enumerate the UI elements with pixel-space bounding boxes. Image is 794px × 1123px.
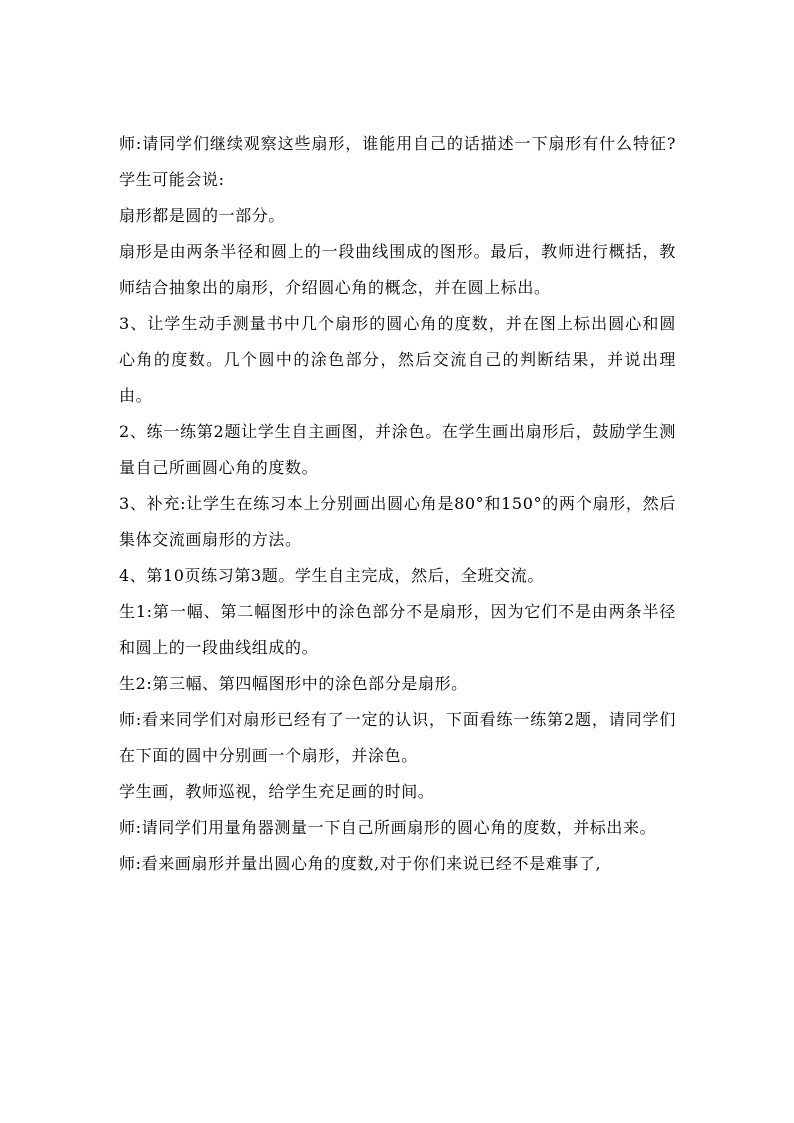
paragraph: 师:请同学们继续观察这些扇形，谁能用自己的话描述一下扇形有什么特征?学生可能会说: xyxy=(119,134,676,189)
paragraph: 扇形都是圆的一部分。 xyxy=(119,206,286,225)
paragraph: 4、第10页练习第3题。学生自主完成，然后，全班交流。 xyxy=(119,566,544,585)
paragraph: 扇形是由两条半径和圆上的一段曲线围成的图形。最后，教师进行概括，教师结合抽象出的扇形，介绍圆心角的概念，并在圆上标出。 xyxy=(119,242,676,297)
paragraph: 3、让学生动手测量书中几个扇形的圆心角的度数，并在图上标出圆心和圆心角的度数。几个圆中的涂色部分，然后交流自己的判断结果，并说出理由。 xyxy=(119,314,676,405)
document-body xyxy=(119,126,676,882)
paragraph: 3、补充:让学生在练习本上分别画出圆心角是80°和150°的两个扇形，然后集体交流画扇形的方法。 xyxy=(119,494,676,549)
paragraph: 生1:第一幅、第二幅图形中的涂色部分不是扇形，因为它们不是由两条半径和圆上的一段曲线组成的。 xyxy=(119,602,676,657)
paragraph: 师:看来同学们对扇形已经有了一定的认识，下面看练一练第2题，请同学们在下面的圆中分别画一个扇形，并涂色。 xyxy=(119,710,676,765)
paragraph: 2、练一练第2题让学生自主画图，并涂色。在学生画出扇形后，鼓励学生测量自己所画圆心角的度数。 xyxy=(119,422,676,477)
paragraph: 生2:第三幅、第四幅图形中的涂色部分是扇形。 xyxy=(119,674,468,693)
paragraph: 师:看来画扇形并量出圆心角的度数,对于你们来说已经不是难事了, xyxy=(119,854,602,873)
paragraph: 师:请同学们用量角器测量一下自己所画扇形的圆心角的度数，并标出来。 xyxy=(119,818,657,837)
paragraph: 学生画，教师巡视，给学生充足画的时间。 xyxy=(119,782,435,801)
